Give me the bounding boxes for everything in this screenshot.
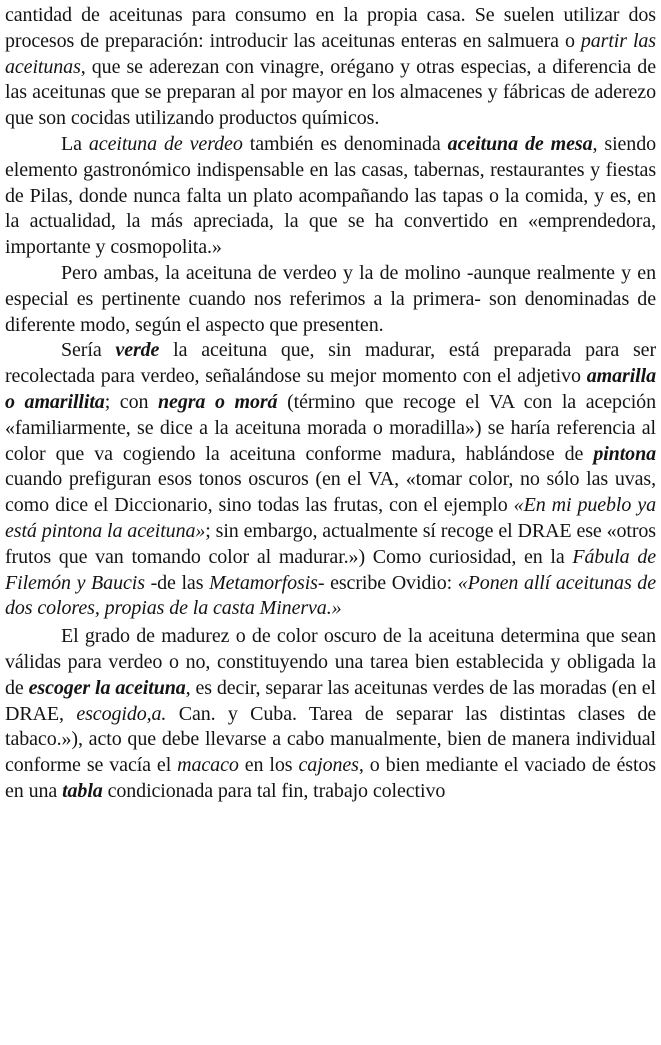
- text-run: ; sin embargo, actualmente sí recoge el DRAE ese «otros frutos que van tomando color al madurar.») Como curiosidad, en la: [5, 519, 656, 568]
- text-run: también es denominada: [242, 132, 448, 155]
- text-run: -de las: [144, 571, 210, 594]
- italic-text: cajones: [298, 754, 359, 777]
- italic-text: Fábula de Filemón y Baucis: [5, 545, 656, 594]
- text-run: , que se aderezan con vinagre, orégano y otras especias, a diferencia de las aceitunas que se preparan al por mayor en los almacenes y fábricas de aderezo que son cocidas utilizando productos químicos.: [5, 55, 656, 130]
- text-run: , o bien mediante el vaciado de éstos en una: [5, 754, 656, 802]
- italic-text: «En mi pueblo ya está pintona la aceituna»: [5, 494, 656, 542]
- text-run: El grado de madurez o de color oscuro de la aceituna determina que sean válidas para verdeo o no, constituyendo una tarea bien establecida y obligada la de: [5, 625, 656, 699]
- italic-text: «Ponen allí aceitunas de dos colores, propias de la casta Minerva.»: [5, 571, 656, 620]
- bold-italic-term: escoger la aceituna: [28, 676, 186, 699]
- italic-text: partir las aceitunas: [5, 29, 656, 78]
- paragraph-3: [5, 261, 656, 338]
- text-run: (término que recoge el VA con la acepción «familiarmente, se dice a la aceituna morada o moradilla») se haría referencia al color que va cogiendo la aceituna conforme madura, hablándose de: [5, 390, 656, 465]
- italic-text: macaco: [177, 754, 239, 777]
- bold-italic-term: verde: [115, 339, 160, 362]
- text-run: condicionada para tal fin, trabajo colectivo: [102, 779, 446, 802]
- paragraph-2: [5, 132, 656, 261]
- text-run: Pero ambas, la aceituna de verdeo y la de molino -aunque realmente y en especial es pertinente cuando nos referimos a la primera- son denominadas de diferente modo, según el aspecto que presenten.: [5, 261, 656, 336]
- bold-italic-term: aceituna de mesa: [447, 132, 593, 155]
- text-run: la aceituna que, sin madurar, está preparada para ser recolectada para verdeo, señalándose su mejor momento con el adjetivo: [5, 339, 656, 388]
- paragraph-4: [5, 338, 656, 622]
- text-run: - escribe Ovidio:: [317, 571, 458, 594]
- paragraph-1: [5, 3, 656, 132]
- italic-text: escogido,a.: [76, 702, 167, 725]
- bold-italic-term: amarilla o amarillita: [5, 365, 656, 413]
- text-run: La: [61, 132, 89, 155]
- bold-italic-term: pintona: [593, 442, 656, 465]
- text-run: Sería: [61, 339, 116, 362]
- text-run: Can. y Cuba. Tarea de separar las distintas clases de tabaco.»), acto que debe llevarse a cabo manualmente, bien de manera individual conforme se vacía el: [5, 702, 656, 777]
- text-run: cantidad de aceitunas para consumo en la propia casa. Se suelen utilizar dos procesos de preparación: introducir las aceitunas enteras en salmuera o: [5, 4, 656, 52]
- bold-italic-term: tabla: [62, 779, 103, 802]
- text-run: , siendo elemento gastronómico indispensable en las casas, tabernas, restaurantes y fiestas de Pilas, donde nunca falta un plato acompañando las tapas o la comida, y es, en la actualidad, la más apreciada, la que se ha convertido en «emprendedora, importante y cosmopolita.»: [5, 132, 657, 259]
- paragraph-5: [5, 624, 656, 805]
- text-run: , es decir, separar las aceitunas verdes de las moradas (en el DRAE,: [5, 676, 656, 725]
- text-run: ; con: [104, 390, 159, 413]
- text-run: en los: [238, 754, 299, 777]
- italic-text: Metamorfosis: [209, 571, 318, 594]
- text-run: cuando prefiguran esos tonos oscuros (en el VA, «tomar color, no sólo las uvas, como dice el Diccionario, sino todas las frutas, con el ejemplo: [5, 468, 656, 517]
- italic-text: aceituna de verdeo: [88, 132, 243, 155]
- bold-italic-term: negra o morá: [158, 390, 278, 413]
